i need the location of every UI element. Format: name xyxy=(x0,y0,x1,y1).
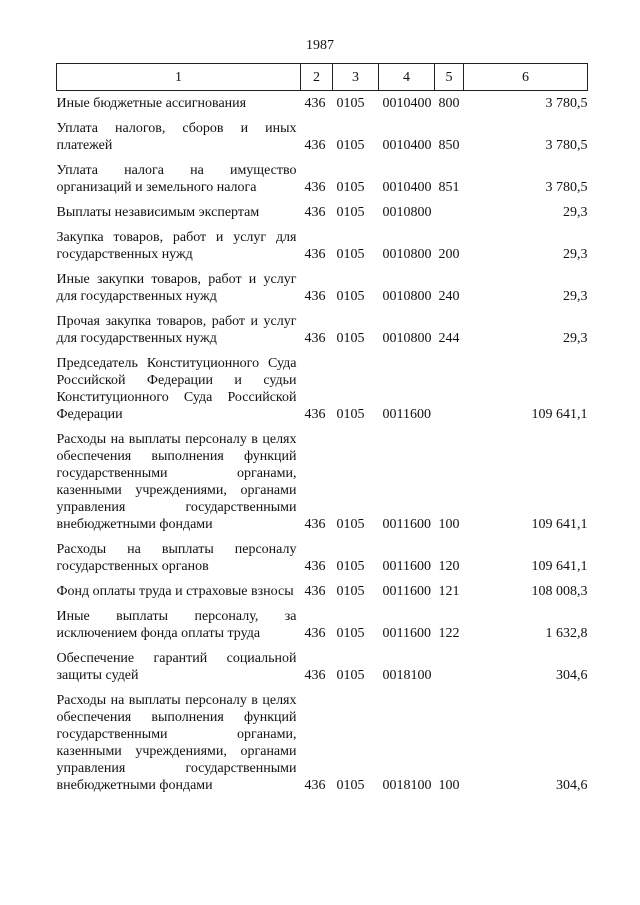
row-name: Закупка товаров, работ и услуг для государственных нужд xyxy=(56,230,297,262)
table-row xyxy=(57,604,588,646)
row-name: Иные бюджетные ассигнования xyxy=(56,96,247,111)
row-col-3: 0105 xyxy=(336,778,365,793)
row-col-6: 29,3 xyxy=(563,289,588,304)
table-row xyxy=(57,537,588,579)
row-col-3: 0105 xyxy=(336,407,365,422)
row-col-2: 436 xyxy=(304,96,326,111)
row-col-3: 0105 xyxy=(336,559,365,574)
row-col-4: 0011600 xyxy=(382,517,431,532)
row-col-3: 0105 xyxy=(336,668,365,683)
row-col-4: 0010800 xyxy=(382,205,432,220)
table-row xyxy=(57,225,588,267)
row-col-2: 436 xyxy=(304,559,326,574)
row-col-4: 0010800 xyxy=(382,247,432,262)
row-col-6: 109 641,1 xyxy=(531,407,588,422)
header-col-5: 5 xyxy=(435,64,464,91)
table-row xyxy=(57,579,588,604)
row-col-2: 436 xyxy=(304,247,326,262)
table-row xyxy=(57,427,588,537)
row-col-3: 0105 xyxy=(336,205,365,220)
row-col-6: 29,3 xyxy=(563,205,588,220)
row-col-2: 436 xyxy=(304,138,326,153)
row-col-5: 120 xyxy=(438,559,460,574)
row-col-2: 436 xyxy=(304,180,326,195)
row-col-5: 100 xyxy=(438,778,460,793)
table-row xyxy=(57,646,588,688)
row-col-5: 244 xyxy=(438,331,460,346)
row-col-3: 0105 xyxy=(336,626,365,641)
table-row xyxy=(57,351,588,427)
header-col-3: 3 xyxy=(333,64,379,91)
row-col-4: 0011600 xyxy=(382,407,431,422)
header-row xyxy=(57,64,588,91)
row-col-5: 851 xyxy=(438,180,460,195)
row-col-2: 436 xyxy=(304,517,326,532)
table-row xyxy=(57,158,588,200)
row-col-3: 0105 xyxy=(336,247,365,262)
row-name: Расходы на выплаты персоналу государственных органов xyxy=(56,542,297,574)
row-col-6: 109 641,1 xyxy=(531,559,588,574)
row-col-4: 0010400 xyxy=(382,138,432,153)
row-col-3: 0105 xyxy=(336,289,365,304)
row-col-4: 0018100 xyxy=(382,778,432,793)
row-col-6: 304,6 xyxy=(556,668,588,683)
header-col-6: 6 xyxy=(464,64,588,91)
row-name: Иные закупки товаров, работ и услуг для государственных нужд xyxy=(56,272,297,304)
row-col-4: 0010800 xyxy=(382,331,432,346)
row-col-3: 0105 xyxy=(336,96,365,111)
row-col-4: 0010400 xyxy=(382,180,432,195)
row-col-2: 436 xyxy=(304,778,326,793)
row-col-6: 3 780,5 xyxy=(545,96,588,111)
row-name: Выплаты независимым экспертам xyxy=(56,205,260,220)
row-name: Председатель Конституционного Суда Российской Федерации и судьи Конституционного Суда Российской Федерации xyxy=(56,356,297,422)
row-col-6: 3 780,5 xyxy=(545,138,588,153)
row-col-4: 0011600 xyxy=(382,559,431,574)
row-col-6: 29,3 xyxy=(563,247,588,262)
row-col-5: 240 xyxy=(438,289,460,304)
row-col-4: 0010400 xyxy=(382,96,432,111)
table-row xyxy=(57,91,588,117)
row-col-3: 0105 xyxy=(336,584,365,599)
row-col-5 xyxy=(435,646,464,688)
row-col-2: 436 xyxy=(304,331,326,346)
row-name: Расходы на выплаты персоналу в целях обеспечения выполнения функций государственными органами, казенными учреждениями, органами управления государственными внебюджетными фондами xyxy=(56,432,297,532)
row-col-4: 0011600 xyxy=(382,584,431,599)
row-col-2: 436 xyxy=(304,668,326,683)
row-col-6: 109 641,1 xyxy=(531,517,588,532)
table-row xyxy=(57,116,588,158)
row-col-6: 108 008,3 xyxy=(531,584,588,599)
row-name: Уплата налога на имущество организаций и земельного налога xyxy=(56,163,297,195)
table-row xyxy=(57,688,588,798)
row-col-5: 121 xyxy=(438,584,460,599)
row-col-3: 0105 xyxy=(336,138,365,153)
row-col-3: 0105 xyxy=(336,517,365,532)
row-col-4: 0018100 xyxy=(382,668,432,683)
row-col-6: 304,6 xyxy=(556,778,588,793)
row-col-5 xyxy=(435,351,464,427)
row-name: Обеспечение гарантий социальной защиты судей xyxy=(56,651,297,683)
row-name: Уплата налогов, сборов и иных платежей xyxy=(56,121,297,153)
row-col-2: 436 xyxy=(304,626,326,641)
row-col-2: 436 xyxy=(304,289,326,304)
row-col-3: 0105 xyxy=(336,180,365,195)
table-row xyxy=(57,200,588,225)
page-number: 1987 xyxy=(306,38,334,53)
row-name: Прочая закупка товаров, работ и услуг для государственных нужд xyxy=(56,314,297,346)
row-col-5: 800 xyxy=(438,96,460,111)
row-col-5: 100 xyxy=(438,517,460,532)
table-row xyxy=(57,309,588,351)
row-name: Фонд оплаты труда и страховые взносы xyxy=(56,584,294,599)
row-col-5 xyxy=(435,200,464,225)
row-col-6: 29,3 xyxy=(563,331,588,346)
row-col-5: 122 xyxy=(438,626,460,641)
row-col-5: 200 xyxy=(438,247,460,262)
row-col-5: 850 xyxy=(438,138,460,153)
row-col-2: 436 xyxy=(304,407,326,422)
table-row xyxy=(57,267,588,309)
header-col-4: 4 xyxy=(379,64,435,91)
row-col-6: 3 780,5 xyxy=(545,180,588,195)
row-col-2: 436 xyxy=(304,584,326,599)
budget-table xyxy=(56,63,588,798)
row-col-2: 436 xyxy=(304,205,326,220)
row-col-4: 0010800 xyxy=(382,289,432,304)
row-name: Иные выплаты персоналу, за исключением фонда оплаты труда xyxy=(56,609,297,641)
header-col-1: 1 xyxy=(57,64,301,91)
row-col-4: 0011600 xyxy=(382,626,431,641)
header-col-2: 2 xyxy=(301,64,333,91)
row-name: Расходы на выплаты персоналу в целях обеспечения выполнения функций государственными органами, казенными учреждениями, органами управления государственными внебюджетными фондами xyxy=(56,693,297,793)
row-col-6: 1 632,8 xyxy=(545,626,588,641)
row-col-3: 0105 xyxy=(336,331,365,346)
